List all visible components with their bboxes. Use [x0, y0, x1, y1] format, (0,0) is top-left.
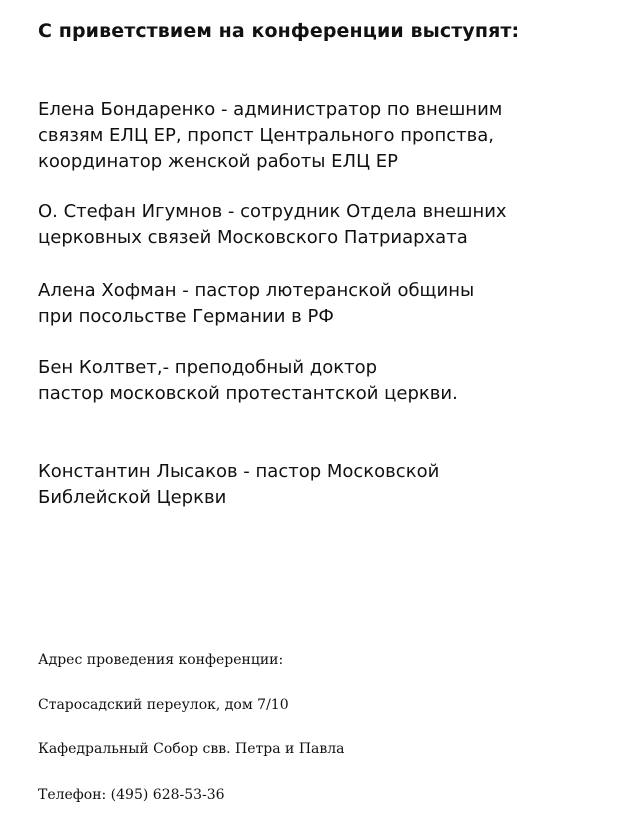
- speaker-line: Константин Лысаков - пастор Московской: [38, 461, 440, 482]
- speaker-igumnov: [38, 199, 507, 251]
- speaker-line: пастор московской протестантской церкви.: [38, 383, 458, 404]
- venue-place: Кафедральный Собор свв. Петра и Павла: [38, 741, 345, 757]
- speaker-line: Елена Бондаренко - администратор по внешним: [38, 99, 503, 120]
- speaker-koltvet: [38, 355, 458, 407]
- speaker-line: церковных связей Московского Патриархата: [38, 227, 468, 248]
- speaker-lysakov: [38, 459, 439, 511]
- speaker-line: координатор женской работы ЕЛЦ ЕР: [38, 151, 398, 172]
- venue-phone: Телефон: (495) 628-53-36: [38, 787, 225, 803]
- speaker-line: Бен Колтвет,- преподобный доктор: [38, 357, 378, 378]
- venue-address: Старосадский переулок, дом 7/10: [38, 697, 289, 713]
- speaker-line: Алена Хофман - пастор лютеранской общины: [38, 280, 475, 301]
- speaker-line: Библейской Церкви: [38, 487, 227, 508]
- speaker-line: связям ЕЛЦ ЕР, пропст Центрального пропства,: [38, 125, 494, 146]
- venue-title: Адрес проведения конференции:: [38, 652, 284, 668]
- speaker-line: О. Стефан Игумнов - сотрудник Отдела внешних: [38, 201, 507, 222]
- speaker-line: при посольстве Германии в РФ: [38, 306, 334, 327]
- speaker-bondarenko: [38, 97, 502, 175]
- speaker-hofman: [38, 278, 474, 330]
- page-heading: С приветствием на конференции выступят:: [38, 20, 520, 42]
